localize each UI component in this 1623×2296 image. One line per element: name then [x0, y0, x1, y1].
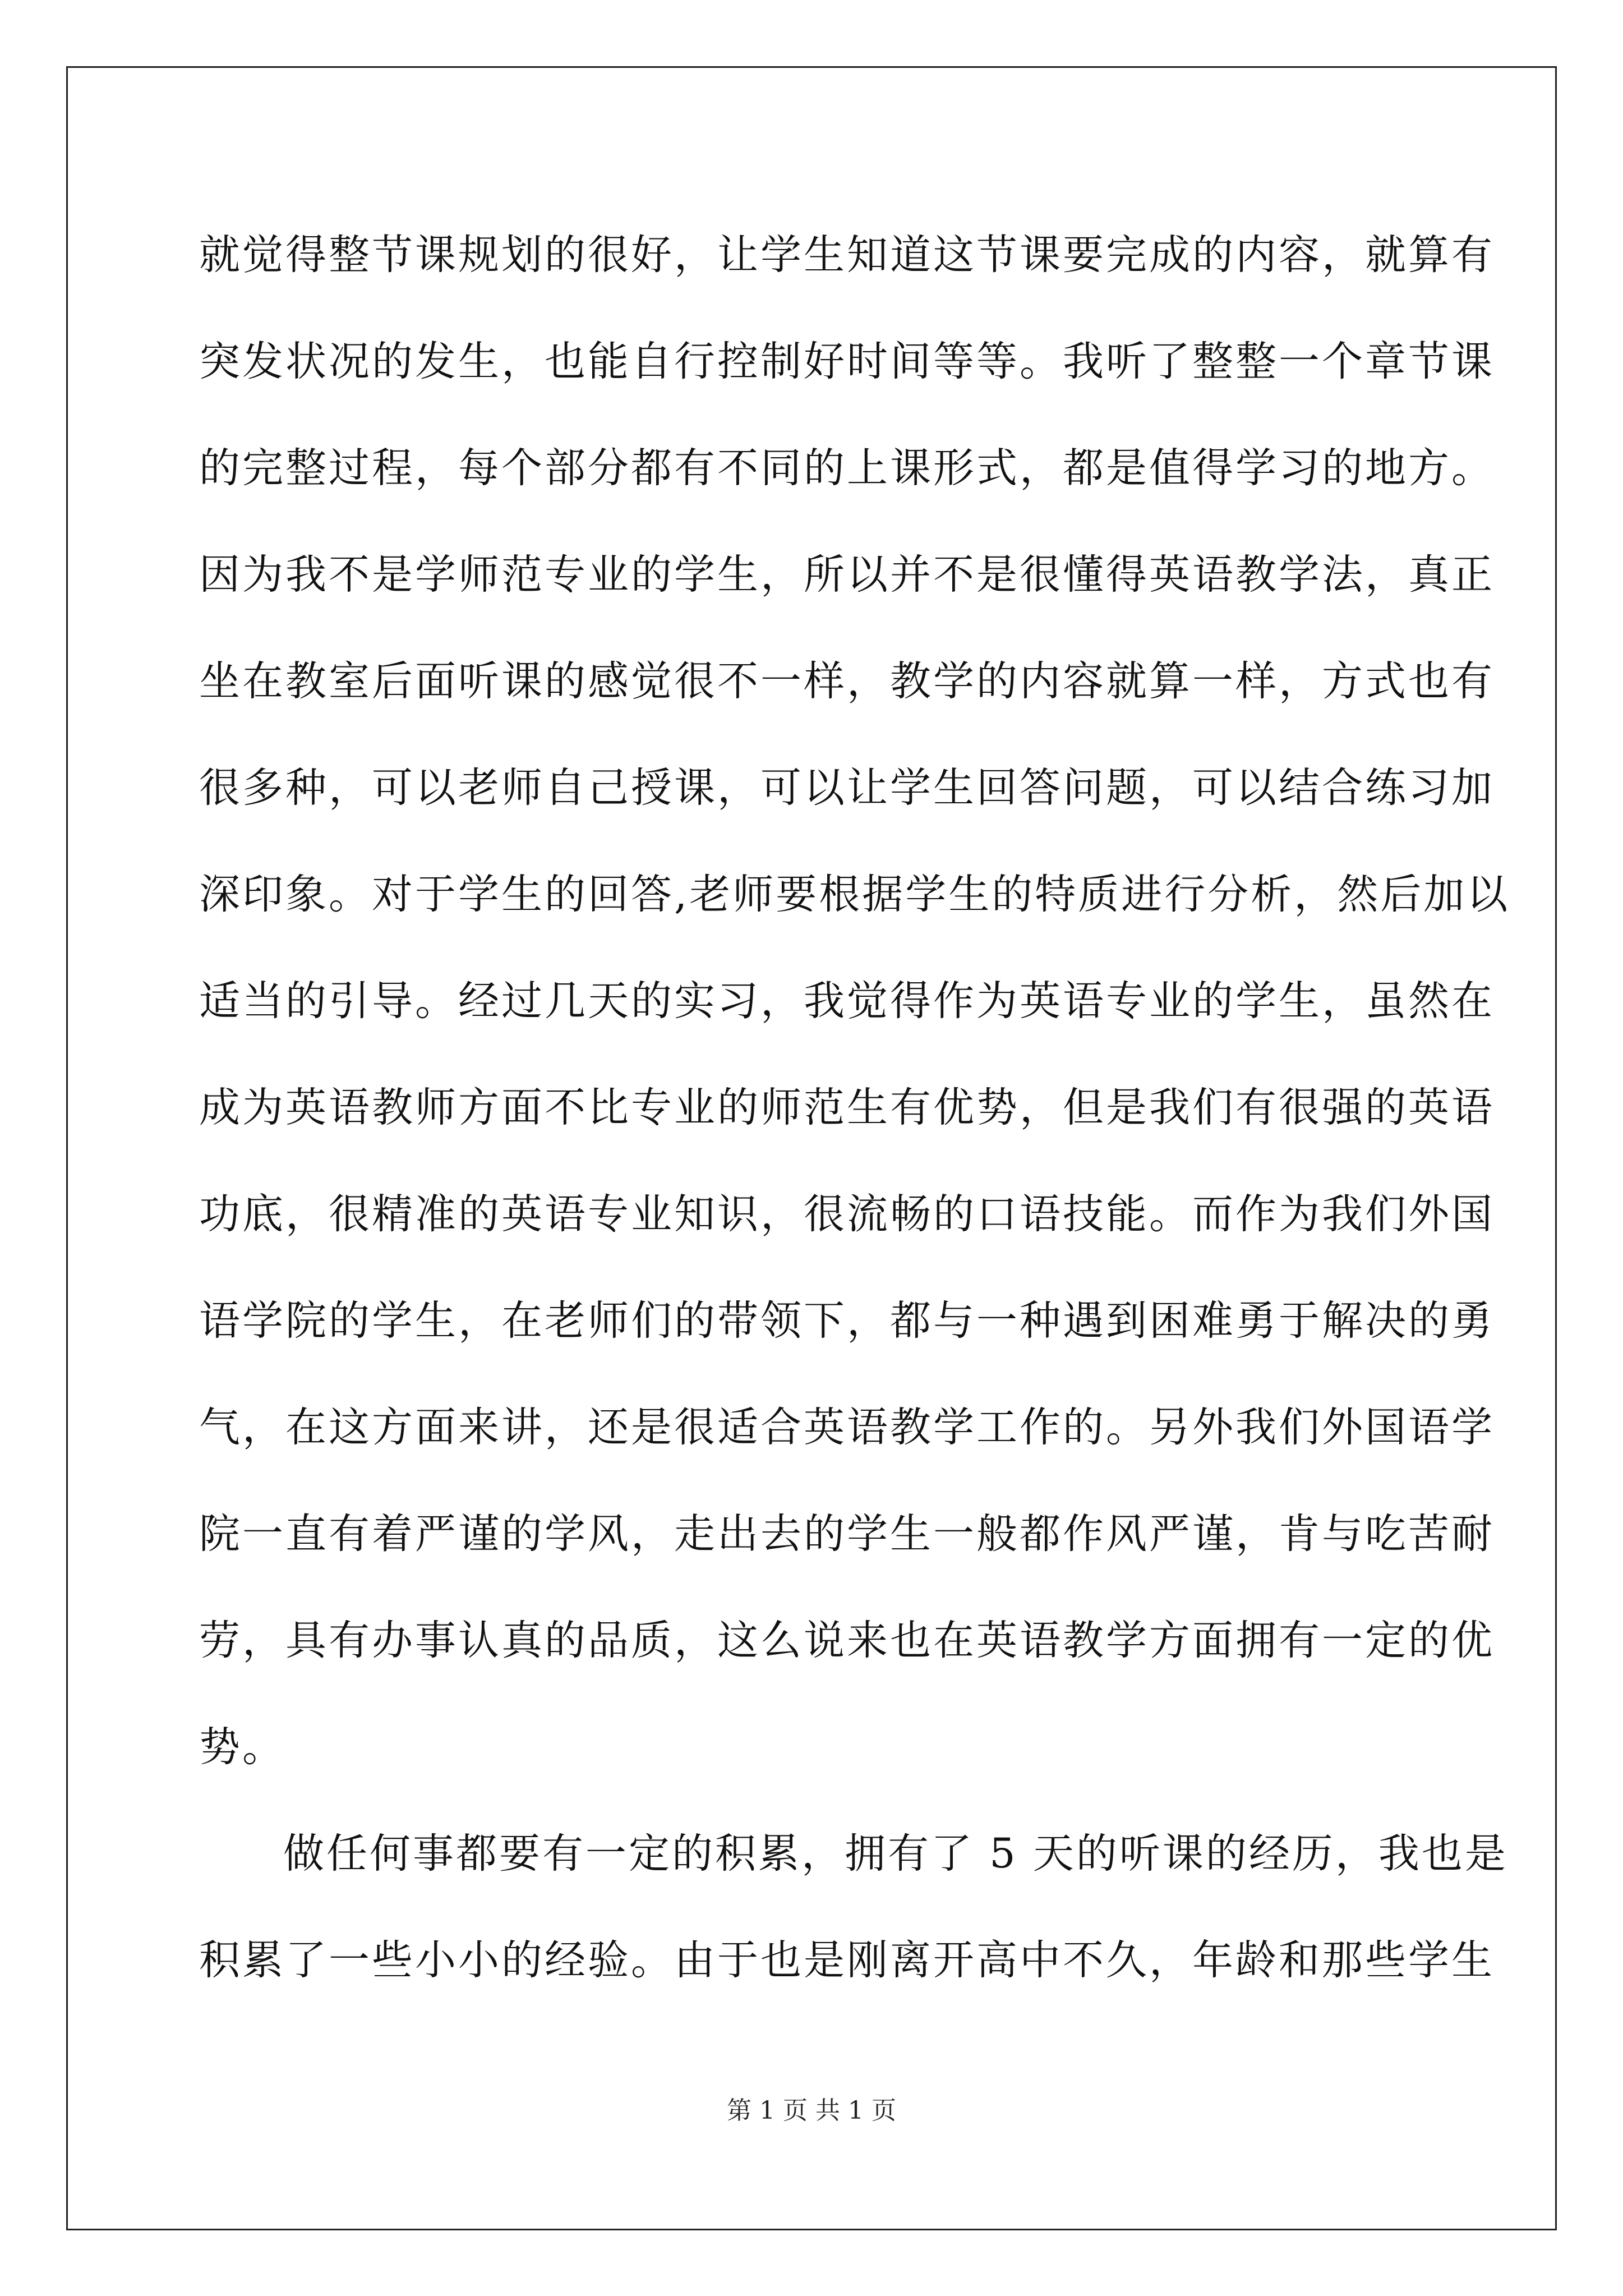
text-line: 适当的引导。经过几天的实习，我觉得作为英语专业的学生，虽然在 [199, 977, 1495, 1025]
page-number-footer: 第 1 页 共 1 页 [727, 2096, 896, 2125]
text-line: 院一直有着严谨的学风，走出去的学生一般都作风严谨，肯与吃苦耐 [199, 1510, 1495, 1558]
text-line: 深印象。对于学生的回答,老师要根据学生的特质进行分析，然后加以 [199, 871, 1510, 918]
document-body [199, 202, 1510, 2014]
text-line: 劳，具有办事认真的品质，这么说来也在英语教学方面拥有一定的优 [199, 1617, 1495, 1664]
text-line: 语学院的学生，在老师们的带领下，都与一种遇到困难勇于解决的勇 [199, 1297, 1495, 1345]
text-line: 功底，很精准的英语专业知识，很流畅的口语技能。而作为我们外国 [199, 1190, 1495, 1238]
text-line: 就觉得整节课规划的很好，让学生知道这节课要完成的内容，就算有 [199, 231, 1495, 279]
text-line: 积累了一些小小的经验。由于也是刚离开高中不久，年龄和那些学生 [199, 1936, 1495, 1984]
text-line: 做任何事都要有一定的积累，拥有了 5 天的听课的经历，我也是 [283, 1830, 1508, 1878]
text-line: 因为我不是学师范专业的学生，所以并不是很懂得英语教学法，真正 [199, 551, 1495, 599]
text-line: 气，在这方面来讲，还是很适合英语教学工作的。另外我们外国语学 [199, 1404, 1495, 1451]
text-line: 很多种，可以老师自己授课，可以让学生回答问题，可以结合练习加 [199, 764, 1495, 812]
text-line: 突发状况的发生，也能自行控制好时间等等。我听了整整一个章节课 [199, 338, 1495, 385]
text-line: 势。 [199, 1723, 285, 1771]
text-line: 成为英语教师方面不比专业的师范生有优势，但是我们有很强的英语 [199, 1084, 1495, 1131]
text-line: 的完整过程，每个部分都有不同的上课形式，都是值得学习的地方。 [199, 444, 1495, 492]
text-line: 坐在教室后面听课的感觉很不一样，教学的内容就算一样，方式也有 [199, 657, 1495, 705]
